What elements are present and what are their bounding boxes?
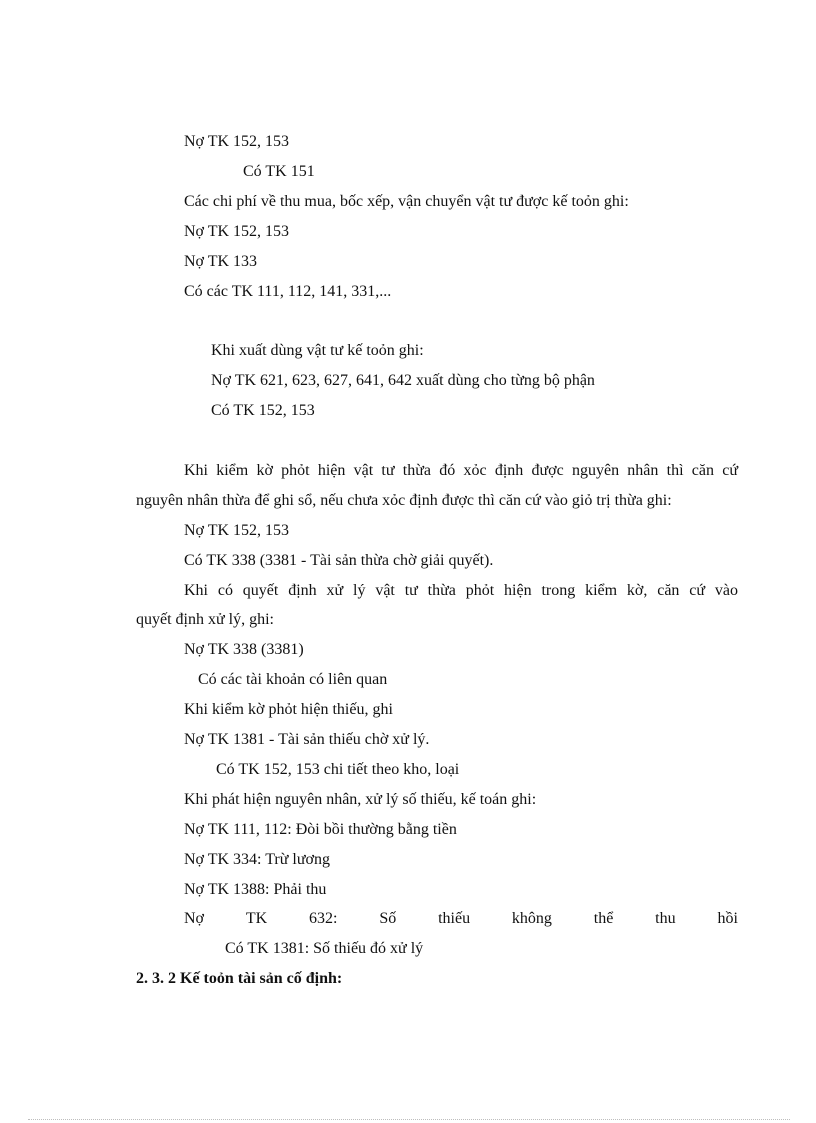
- text-line: Khi xuất dùng vật tư kế toỏn ghi:: [211, 342, 424, 359]
- text-line: Nợ TK 111, 112: Đòi bồi thường bằng tiền: [184, 821, 457, 838]
- text-line: Nợ TK 152, 153: [184, 223, 290, 240]
- text-line: Có các tài khoản có liên quan: [198, 671, 388, 688]
- text-line: Nợ TK 338 (3381): [184, 641, 304, 658]
- text-line: Có TK 338 (3381 - Tài sản thừa chờ giải quyết).: [184, 552, 494, 569]
- text-line: Nợ TK 152, 153: [184, 133, 290, 150]
- word: không: [511, 910, 552, 927]
- word: TK: [245, 910, 268, 927]
- text-line: Có TK 151: [243, 163, 315, 180]
- text-line: Có TK 152, 153: [211, 402, 315, 419]
- word: thiếu: [438, 910, 471, 927]
- text-line: Nợ TK 133: [184, 253, 258, 270]
- word: 632:: [309, 910, 338, 927]
- text-line: Khi phát hiện nguyên nhân, xử lý số thiếu, kế toán ghi:: [184, 791, 537, 808]
- text-line: quyết định xử lý, ghi:: [136, 611, 274, 628]
- word: Nợ: [184, 910, 205, 927]
- text-line: Các chi phí về thu mua, bốc xếp, vận chuyển vật tư được kế toỏn ghi:: [184, 193, 629, 210]
- text-line: Khi kiểm kờ phỏt hiện vật tư thừa đó xỏc định được nguyên nhân thì căn cứ: [184, 462, 738, 479]
- text-line: Có TK 1381: Số thiếu đó xử lý: [225, 940, 424, 957]
- word: hồi: [717, 910, 738, 927]
- text-line: Nợ TK 152, 153: [184, 522, 290, 539]
- page-bottom-rule: [28, 1119, 790, 1120]
- text-line: nguyên nhân thừa để ghi sổ, nếu chưa xỏc định được thì căn cứ vào giỏ trị thừa ghi:: [136, 492, 672, 509]
- text-line: Nợ TK 1388: Phải thu: [184, 881, 327, 898]
- justified-text-line: [184, 909, 738, 929]
- text-line: Khi kiểm kờ phỏt hiện thiếu, ghi: [184, 701, 393, 718]
- section-heading: 2. 3. 2 Kế toỏn tài sản cố định:: [136, 970, 343, 987]
- word: thu: [655, 910, 676, 927]
- text-line: Nợ TK 621, 623, 627, 641, 642 xuất dùng cho từng bộ phận: [211, 372, 595, 389]
- word: thể: [593, 910, 614, 927]
- text-line: Có các TK 111, 112, 141, 331,...: [184, 283, 392, 300]
- text-line: Khi có quyết định xử lý vật tư thừa phỏt hiện trong kiểm kờ, căn cứ vào: [184, 582, 738, 599]
- text-line: Nợ TK 1381 - Tài sản thiếu chờ xử lý.: [184, 731, 430, 748]
- text-line: Nợ TK 334: Trừ lương: [184, 851, 330, 868]
- word: Số: [379, 910, 397, 927]
- text-line: Có TK 152, 153 chi tiết theo kho, loại: [216, 761, 460, 778]
